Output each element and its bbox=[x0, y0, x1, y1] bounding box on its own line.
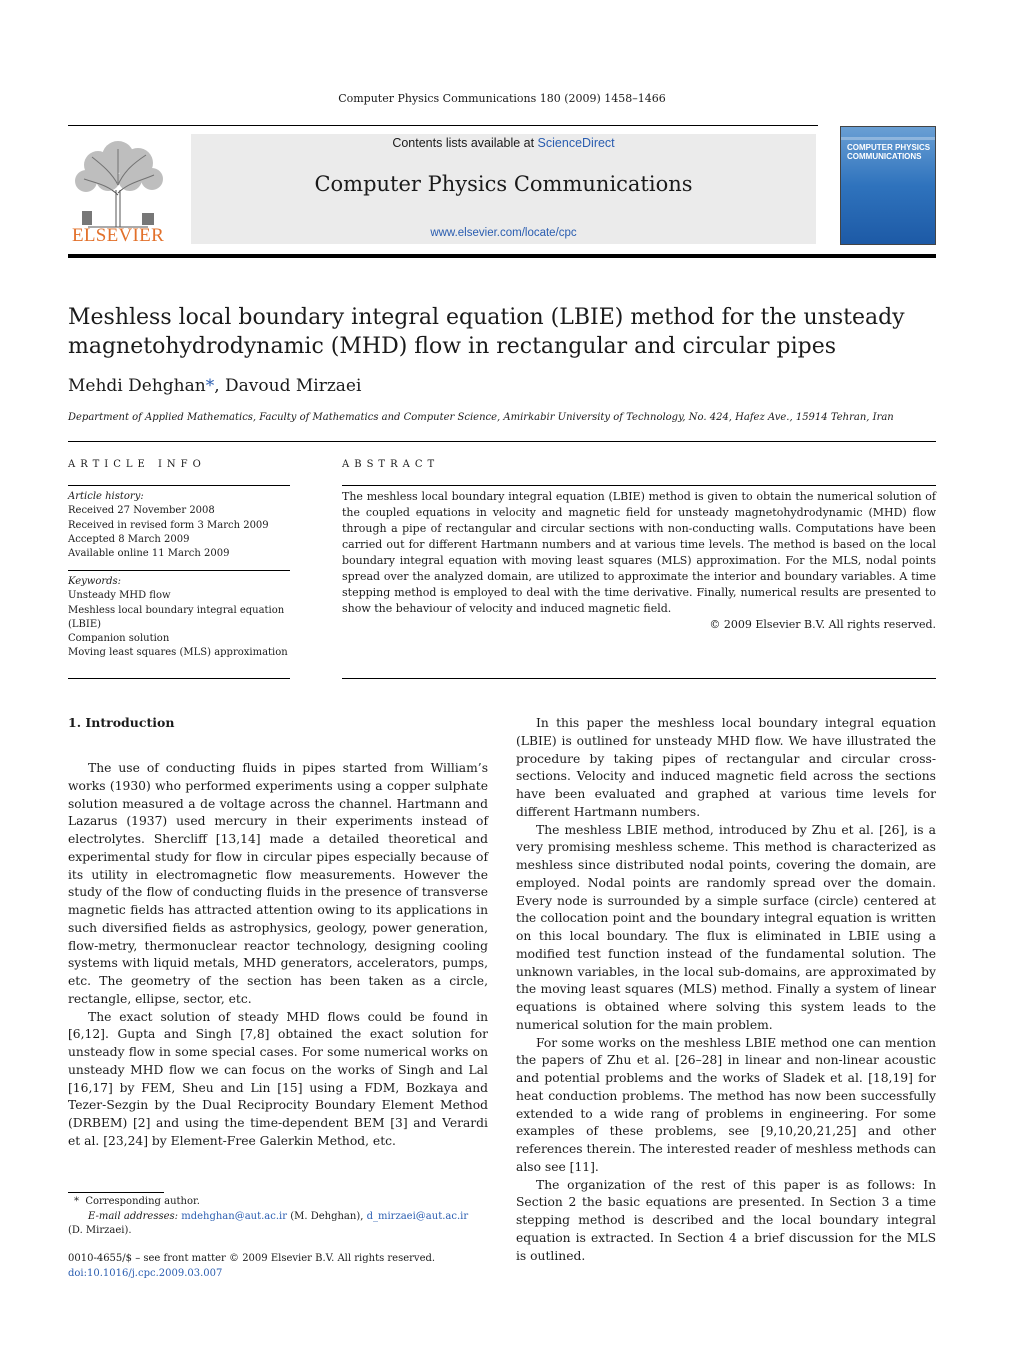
email-dehghan-link[interactable]: mdehghan@aut.ac.ir bbox=[181, 1210, 288, 1222]
abstract-copyright: © 2009 Elsevier B.V. All rights reserved. bbox=[709, 618, 936, 631]
elsevier-tree-icon bbox=[68, 135, 168, 231]
journal-url[interactable]: www.elsevier.com/locate/cpc bbox=[430, 227, 577, 239]
author-list bbox=[68, 376, 361, 396]
keyword-item: Moving least squares (MLS) approximation bbox=[68, 647, 288, 659]
abstract-text: The meshless local boundary integral equation (LBIE) method is given to obtain the numerical solution of the coupled equations in velocity and magnetic field for unsteady magnetohydrodynamic (MHD) flow through a pipe of rectangular and circular sections with non-conducting walls. Computations have been carried out for different Hartmann numbers and at various time levels. The method is based on the local boundary integral equation with moving least squares (MLS) approximation. For the MLS, nodal points spread over the analyzed domain, are utilized to approximate the interior and boundary variables. A time stepping method is employed to deal with the time derivative. Finally, numerical results are presented to show the behaviour of velocity and induced magnetic field. bbox=[342, 490, 936, 615]
keyword-item: Unsteady MHD flow bbox=[68, 590, 171, 602]
email-label: E-mail addresses: bbox=[88, 1210, 179, 1222]
sciencedirect-link[interactable]: ScienceDirect bbox=[537, 136, 615, 150]
keywords-label: Keywords: bbox=[68, 576, 122, 587]
journal-masthead bbox=[68, 125, 936, 247]
body-column-right bbox=[516, 715, 936, 1265]
info-divider-bottom bbox=[68, 678, 290, 679]
info-divider-mid bbox=[68, 570, 290, 571]
paragraph: The organization of the rest of this paper is as follows: In Section 2 the basic equations are presented. In Section 3 a time stepping method is described and the local boundary integral equation is extracted. In Section 4 a brief discussion for the MLS is outlined. bbox=[516, 1177, 936, 1263]
paragraph: In this paper the meshless local boundary integral equation (LBIE) is outlined for unsteady MHD flow. We have illustrated the procedure by taking pipes of rectangular and circular cross-sections. Velocity and induced magnetic field across the sections have been evaluated and graphed at various time levels for different Hartmann numbers. bbox=[516, 716, 936, 819]
cover-stripe bbox=[841, 137, 935, 140]
keyword-item: Meshless local boundary integral equation bbox=[68, 604, 285, 616]
author-separator: , bbox=[214, 376, 226, 396]
journal-cover-icon[interactable] bbox=[840, 126, 936, 245]
author-mirzaei: Davoud Mirzaei bbox=[225, 376, 362, 396]
article-history bbox=[68, 490, 290, 561]
cover-title-line1: COMPUTER PHYSICS bbox=[847, 143, 931, 152]
email-owner: (D. Mirzaei). bbox=[68, 1225, 132, 1236]
publisher-name: ELSEVIER bbox=[71, 225, 165, 246]
corresponding-author-link[interactable]: * bbox=[205, 376, 215, 396]
journal-citation: Computer Physics Communications 180 (2009) 1458–1466 bbox=[338, 92, 666, 105]
keyword-item: Companion solution bbox=[68, 633, 170, 645]
masthead-divider bbox=[68, 254, 936, 258]
abstract-divider-top bbox=[342, 485, 936, 486]
email-owner: (M. Dehghan), bbox=[287, 1210, 367, 1222]
journal-url-link[interactable] bbox=[191, 227, 816, 239]
footnote-emails bbox=[68, 1210, 488, 1225]
section-heading-introduction: 1. Introduction bbox=[68, 715, 175, 730]
paragraph: The exact solution of steady MHD flows could be found in [6,12]. Gupta and Singh [7,8] obtained the exact solution for unsteady flow in some special cases. For some numerical works on unsteady MHD flow we can focus on the works of Singh and Lal [16,17] by FEM, Sheu and Lin [15] using a FDM, Bozkaya and Tezer-Sezgin by the Dual Reciprocity Boundary Element Method (DRBEM) [2] and using the time-dependent BEM [3] and Verardi et al. [23,24] by Element-Free Galerkin Method, etc. bbox=[68, 1009, 488, 1148]
footnote-corresponding bbox=[68, 1195, 488, 1210]
article-info-heading: ARTICLE INFO bbox=[68, 459, 206, 470]
cover-title-line2: COMMUNICATIONS bbox=[847, 152, 922, 161]
issn-line: 0010-4655/$ – see front matter © 2009 Elsevier B.V. All rights reserved. bbox=[68, 1253, 436, 1264]
paragraph: The meshless LBIE method, introduced by Zhu et al. [26], is a very promising meshless scheme. This method is characterized as meshless since distributed nodal points, covering the domain, are employed. Nodal points are randomly spread over the domain. Every node is surrounded by a simple surface (circle) centered at the collocation point and the boundary integral equation is written on this local boundary. The flux is eliminated in LBIE using a modified test function instead of the fundamental solution. The unknown variables, in the local sub-domains, are approximated by the moving least squares (MLS) method. Finally a system of linear equations is obtained where solving this system leads to the numerical solution for the main problem. bbox=[516, 822, 936, 1032]
paper-title bbox=[68, 303, 936, 361]
journal-banner bbox=[191, 134, 816, 244]
cover-title bbox=[847, 143, 930, 161]
footnote-corresponding-text: Corresponding author. bbox=[85, 1196, 200, 1207]
info-divider-top bbox=[68, 485, 290, 486]
body-column-left bbox=[68, 760, 488, 1151]
journal-title: Computer Physics Communications bbox=[314, 172, 693, 196]
author-dehghan: Mehdi Dehghan bbox=[68, 376, 206, 396]
history-received: Received 27 November 2008 bbox=[68, 505, 215, 517]
paragraph: For some works on the meshless LBIE method one can mention the papers of Zhu et al. [26–28] in linear and non-linear acoustic and potential problems and the works of Sladek et al. [18,19] for heat conduction problems. The method has now been successfully extended to a wide rang of problems in engineering. For some examples of these problems, see [9,10,20,21,25] and other references therein. The interested reader of meshless methods can also see [11]. bbox=[516, 1035, 936, 1174]
footnote-rule bbox=[68, 1192, 164, 1193]
keyword-item: (LBIE) bbox=[68, 618, 102, 630]
email-mirzaei-link[interactable]: d_mirzaei@aut.ac.ir bbox=[366, 1210, 469, 1222]
keywords bbox=[68, 575, 290, 661]
affiliation: Department of Applied Mathematics, Faculty of Mathematics and Computer Science, Amirkabir University of Technology, No. 424, Hafez Ave., 15914 Tehran, Iran bbox=[68, 412, 894, 423]
header-divider bbox=[68, 441, 936, 442]
issn-block bbox=[68, 1252, 435, 1281]
abstract-heading: ABSTRACT bbox=[342, 459, 440, 470]
paper-title-line2: magnetohydrodynamic (MHD) flow in rectangular and circular pipes bbox=[68, 334, 837, 359]
doi-link[interactable]: doi:10.1016/j.cpc.2009.03.007 bbox=[68, 1267, 223, 1279]
elsevier-logo[interactable] bbox=[68, 135, 168, 247]
contents-prefix: Contents lists available at bbox=[392, 136, 538, 150]
footnote-mark: * bbox=[74, 1196, 79, 1207]
paragraph: The use of conducting fluids in pipes started from William’s works (1930) who performed experiments using a copper sulphate solution measured a de voltage across the channel. Hartmann and Lazarus (1937) used mercury in their experiments instead of electrolytes. Shercliff [13,14] made a detailed theoretical and experimental study for flow in circular pipes especially because of its utility in electromagnetic flow measurements. However the study of the flow of conducting fluids in the presence of transverse magnetic fields has attracted attention owing to its applications in such diversified fields as astrophysics, geology, power generation, flow-metry, thermonuclear reactor technology, designing cooling systems with liquid metals, MHD generators, accelerators, pumps, etc. The geometry of the section has been taken as a circle, rectangle, ellipse, sector, etc. bbox=[68, 761, 488, 1006]
history-revised: Received in revised form 3 March 2009 bbox=[68, 519, 269, 531]
footnotes bbox=[68, 1195, 488, 1239]
history-online: Available online 11 March 2009 bbox=[68, 548, 230, 560]
contents-availability bbox=[191, 136, 816, 150]
abstract-divider-bottom bbox=[342, 678, 936, 679]
paper-title-line1: Meshless local boundary integral equation (LBIE) method for the unsteady bbox=[68, 305, 905, 330]
masthead-rule bbox=[68, 125, 818, 126]
history-label: Article history: bbox=[68, 491, 144, 502]
history-accepted: Accepted 8 March 2009 bbox=[68, 533, 190, 545]
